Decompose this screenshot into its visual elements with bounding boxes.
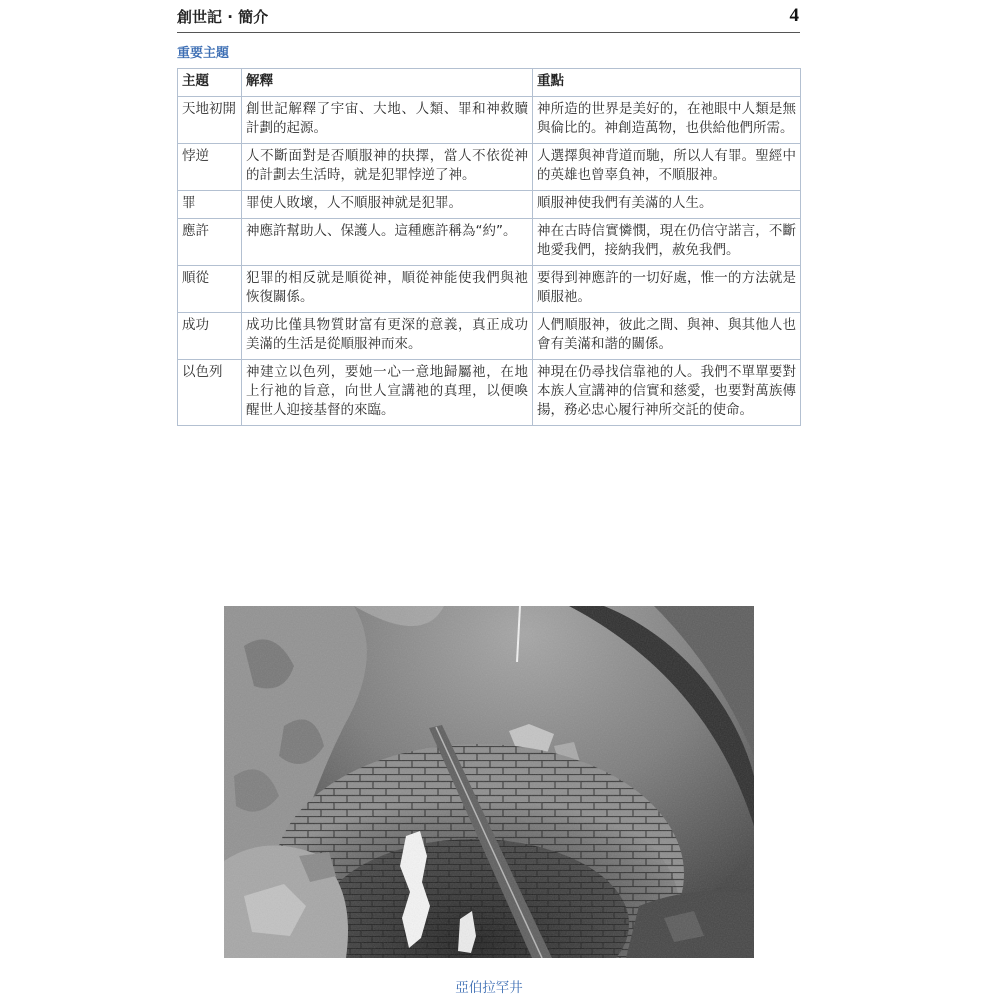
key-point-cell: 要得到神應許的一切好處，惟一的方法就是順服祂。: [533, 266, 801, 313]
table-row: [178, 219, 801, 266]
explanation-cell: 犯罪的相反就是順從神，順從神能使我們與祂恢復關係。: [242, 266, 533, 313]
topic-cell: 罪: [178, 191, 242, 219]
table-row: [178, 313, 801, 360]
table-row: [178, 144, 801, 191]
table-row: [178, 266, 801, 313]
key-point-cell: 神現在仍尋找信靠祂的人。我們不單單要對本族人宣講神的信實和慈愛，也要對萬族傳揚，務必忠心履行神所交託的使命。: [533, 360, 801, 426]
table-row: [178, 191, 801, 219]
explanation-cell: 神建立以色列，要她一心一意地歸屬祂，在地上行祂的旨意，向世人宣講祂的真理，以便喚醒世人迎接基督的來臨。: [242, 360, 533, 426]
column-header-explanation: 解釋: [242, 69, 533, 97]
explanation-cell: 人不斷面對是否順服神的抉擇，當人不依從神的計劃去生活時，就是犯罪悖逆了神。: [242, 144, 533, 191]
table-row: [178, 97, 801, 144]
chapter-title: 創世記 · 簡介: [177, 8, 269, 26]
table-row: [178, 360, 801, 426]
explanation-cell: 成功比僅具物質財富有更深的意義，真正成功美滿的生活是從順服神而來。: [242, 313, 533, 360]
topic-cell: 天地初開: [178, 97, 242, 144]
section-title: 重要主題: [177, 46, 230, 61]
page-number: 4: [789, 5, 799, 26]
explanation-cell: 神應許幫助人、保護人。這種應許稱為“約”。: [242, 219, 533, 266]
photo-grain: [224, 606, 754, 958]
key-themes-table: [177, 68, 801, 426]
well-photo: [224, 606, 754, 958]
key-point-cell: 順服神使我們有美滿的人生。: [533, 191, 801, 219]
running-header: [177, 5, 800, 33]
explanation-cell: 創世記解釋了宇宙、大地、人類、罪和神救贖計劃的起源。: [242, 97, 533, 144]
column-header-key-point: 重點: [533, 69, 801, 97]
explanation-cell: 罪使人敗壞，人不順服神就是犯罪。: [242, 191, 533, 219]
key-point-cell: 人們順服神，彼此之間、與神、與其他人也會有美滿和諧的關係。: [533, 313, 801, 360]
topic-cell: 以色列: [178, 360, 242, 426]
topic-cell: 成功: [178, 313, 242, 360]
key-point-cell: 人選擇與神背道而馳，所以人有罪。聖經中的英雄也曾辜負神，不順服神。: [533, 144, 801, 191]
figure-caption: 亞伯拉罕井: [455, 980, 523, 996]
topic-cell: 應許: [178, 219, 242, 266]
topic-cell: 順從: [178, 266, 242, 313]
topic-cell: 悖逆: [178, 144, 242, 191]
key-point-cell: 神在古時信實憐憫，現在仍信守諾言，不斷地愛我們，接納我們，赦免我們。: [533, 219, 801, 266]
column-header-topic: 主題: [178, 69, 242, 97]
table-header-row: [178, 69, 801, 97]
key-point-cell: 神所造的世界是美好的，在祂眼中人類是無與倫比的。神創造萬物，也供給他們所需。: [533, 97, 801, 144]
well-photo-graphic: [224, 606, 754, 958]
